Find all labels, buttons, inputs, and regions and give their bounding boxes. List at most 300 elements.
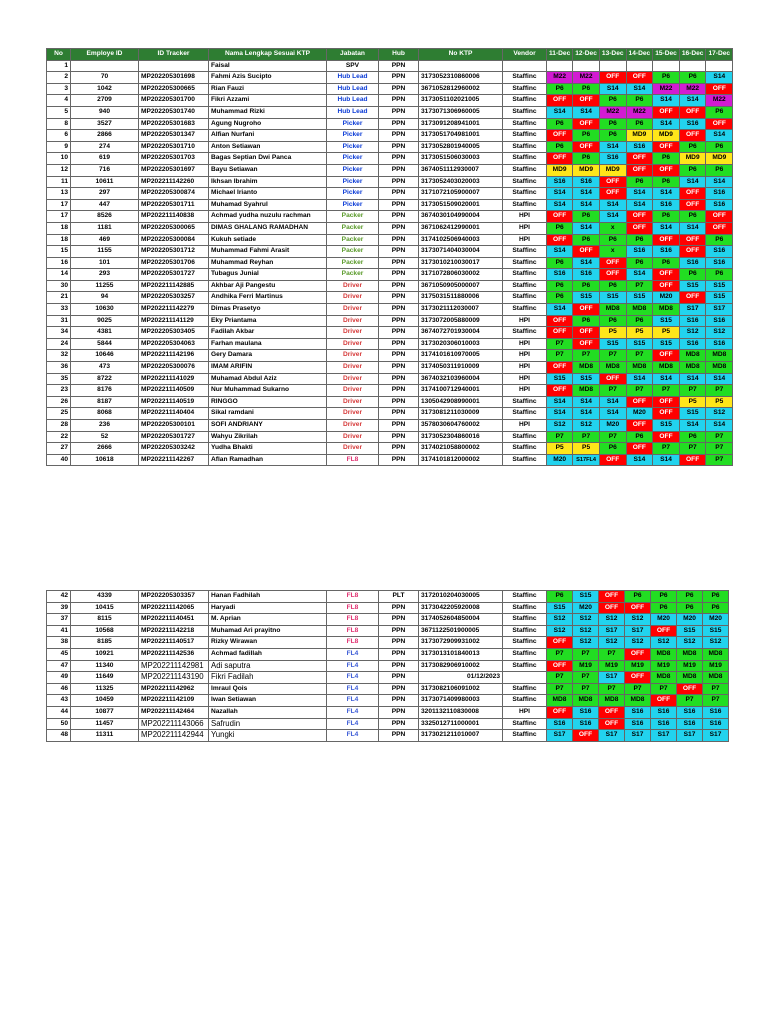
jabatan: FL8	[327, 625, 379, 637]
table-row	[47, 280, 733, 292]
shift-cell: S14	[679, 222, 706, 234]
shift-cell: S15	[653, 420, 680, 432]
table-row	[47, 718, 729, 730]
shift-cell: S14	[573, 257, 600, 269]
column-header: No KTP	[419, 49, 503, 61]
id-tracker: MP202205303405	[139, 327, 209, 339]
jabatan: FL4	[327, 730, 379, 742]
row-number: 26	[47, 396, 71, 408]
shift-cell: S16	[679, 338, 706, 350]
shift-cell: P6	[653, 257, 680, 269]
ktp-number: 3175031511880006	[419, 292, 503, 304]
employee-id: 4339	[71, 591, 139, 603]
shift-cell: OFF	[573, 118, 600, 130]
shift-cell: M22	[626, 106, 653, 118]
employee-id: 3527	[71, 118, 139, 130]
table-row	[47, 385, 733, 397]
vendor: HPI	[503, 362, 547, 374]
employee-name: Nazallah	[209, 706, 327, 718]
table-row	[47, 695, 729, 707]
shift-cell: P6	[547, 83, 573, 95]
vendor: HPI	[503, 315, 547, 327]
row-number: 8	[47, 118, 71, 130]
employee-id: 447	[71, 199, 139, 211]
header-row	[47, 49, 733, 61]
hub: PPN	[379, 130, 419, 142]
vendor: HPI	[503, 706, 547, 718]
hub: PPN	[379, 614, 419, 626]
ktp-number: 3173052310860006	[419, 72, 503, 84]
shift-cell: S14	[626, 188, 653, 200]
shift-cell: P6	[626, 118, 653, 130]
id-tracker: MP202211142279	[139, 304, 209, 316]
shift-cell: P6	[547, 292, 573, 304]
shift-cell: S14	[626, 199, 653, 211]
shift-cell: S16	[706, 315, 733, 327]
shift-cell: S15	[599, 292, 626, 304]
column-header: 14-Dec	[626, 49, 653, 61]
shift-cell: M20	[703, 614, 729, 626]
shift-cell: P6	[547, 222, 573, 234]
shift-cell: S15	[573, 292, 600, 304]
employee-name: Fikri Fadilah	[209, 672, 327, 684]
shift-cell: P5	[706, 396, 733, 408]
table-row	[47, 637, 729, 649]
ktp-number: 3671062412990001	[419, 222, 503, 234]
shift-cell: P7	[573, 683, 599, 695]
shift-cell: S14	[626, 373, 653, 385]
employee-id	[71, 60, 139, 72]
shift-cell: OFF	[573, 304, 600, 316]
shift-cell: M22	[573, 72, 600, 84]
jabatan: Hub Lead	[327, 106, 379, 118]
employee-name: Achmad yudha nuzulu rachman	[209, 211, 327, 223]
hub: PPN	[379, 257, 419, 269]
shift-cell: OFF	[653, 164, 680, 176]
ktp-number: 3171072806030002	[419, 269, 503, 281]
shift-cell: OFF	[625, 648, 651, 660]
employee-name: Alfian Nurfani	[209, 130, 327, 142]
shift-cell: S15	[653, 338, 680, 350]
row-number: 39	[47, 602, 71, 614]
shift-cell: P6	[573, 211, 600, 223]
table-row	[47, 373, 733, 385]
shift-cell: S14	[547, 199, 573, 211]
vendor: Staffinc	[503, 106, 547, 118]
shift-cell: S14	[626, 454, 653, 466]
shift-cell: S14	[679, 373, 706, 385]
shift-cell: MD8	[677, 672, 703, 684]
shift-cell: S16	[599, 153, 626, 165]
table-row	[47, 164, 733, 176]
id-tracker: MP202211142464	[139, 706, 209, 718]
employee-name: Imraul Qois	[209, 683, 327, 695]
shift-cell: P6	[599, 443, 626, 455]
shift-cell: S16	[703, 718, 729, 730]
employee-id: 10611	[71, 176, 139, 188]
employee-name: Bayu Setiawan	[209, 164, 327, 176]
column-header: Jabatan	[327, 49, 379, 61]
shift-cell: P7	[677, 695, 703, 707]
shift-cell: S16	[706, 338, 733, 350]
shift-cell: S14	[573, 396, 600, 408]
employee-name: Faisal	[209, 60, 327, 72]
shift-cell: P7	[547, 338, 573, 350]
employee-name: Iwan Setiawan	[209, 695, 327, 707]
shift-cell: P6	[599, 95, 626, 107]
id-tracker: MP202205301740	[139, 106, 209, 118]
shift-cell: P6	[547, 280, 573, 292]
ktp-number: 3171072105900007	[419, 188, 503, 200]
shift-cell: P7	[653, 443, 680, 455]
vendor: Staffinc	[503, 130, 547, 142]
table-row	[47, 199, 733, 211]
shift-cell: P6	[706, 164, 733, 176]
shift-cell: S16	[677, 706, 703, 718]
hub: PPN	[379, 362, 419, 374]
table-row	[47, 396, 733, 408]
column-header: ID Tracker	[139, 49, 209, 61]
shift-cell: OFF	[679, 234, 706, 246]
ktp-number: 3174100712940001	[419, 385, 503, 397]
shift-cell: OFF	[653, 141, 680, 153]
shift-cell: OFF	[653, 408, 680, 420]
shift-cell: MD8	[703, 672, 729, 684]
employee-name: Fadilah Akbar	[209, 327, 327, 339]
employee-name: RINGGO	[209, 396, 327, 408]
shift-cell: M22	[679, 83, 706, 95]
jabatan: Driver	[327, 315, 379, 327]
jabatan: FL4	[327, 683, 379, 695]
hub: PPN	[379, 118, 419, 130]
shift-cell: S15	[653, 315, 680, 327]
shift-cell: S14	[573, 408, 600, 420]
jabatan: Packer	[327, 246, 379, 258]
shift-cell: P6	[679, 269, 706, 281]
row-number: 34	[47, 327, 71, 339]
table-row	[47, 153, 733, 165]
hub: PPN	[379, 83, 419, 95]
employee-id: 11457	[71, 718, 139, 730]
shift-cell: S16	[706, 257, 733, 269]
hub: PPN	[379, 408, 419, 420]
shift-cell: M22	[547, 72, 573, 84]
shift-cell: P7	[703, 683, 729, 695]
shift-cell: S14	[706, 373, 733, 385]
employee-name: Akhbar Aji Pangestu	[209, 280, 327, 292]
shift-cell: S14	[706, 420, 733, 432]
hub: PPN	[379, 706, 419, 718]
shift-cell: S17	[625, 730, 651, 742]
vendor: Staffinc	[503, 683, 547, 695]
row-number: 25	[47, 408, 71, 420]
shift-cell: OFF	[679, 292, 706, 304]
vendor: Staffinc	[503, 141, 547, 153]
jabatan: Driver	[327, 420, 379, 432]
row-number: 37	[47, 614, 71, 626]
id-tracker: MP202211142196	[139, 350, 209, 362]
shift-cell: S15	[679, 280, 706, 292]
shift-cell: M20	[653, 292, 680, 304]
table-row	[47, 72, 733, 84]
employee-name: Haryadi	[209, 602, 327, 614]
id-tracker: MP202205301706	[139, 257, 209, 269]
employee-id: 274	[71, 141, 139, 153]
table-row	[47, 625, 729, 637]
row-number: 10	[47, 153, 71, 165]
id-tracker: MP202205300065	[139, 222, 209, 234]
table-row	[47, 431, 733, 443]
row-number: 24	[47, 338, 71, 350]
jabatan: FL8	[327, 602, 379, 614]
schedule-table-top	[46, 48, 733, 466]
shift-cell: S15	[703, 625, 729, 637]
column-header: Nama Lengkap Sesuai KTP	[209, 49, 327, 61]
shift-cell: P6	[706, 269, 733, 281]
table-row	[47, 706, 729, 718]
shift-cell: MD9	[706, 153, 733, 165]
ktp-number: 1305042908990001	[419, 396, 503, 408]
employee-id: 1155	[71, 246, 139, 258]
employee-name: Tubagus Junial	[209, 269, 327, 281]
id-tracker: MP202211142267	[139, 454, 209, 466]
shift-cell: S12	[573, 637, 599, 649]
jabatan: Picker	[327, 199, 379, 211]
shift-cell: MD9	[679, 153, 706, 165]
id-tracker: MP202211142885	[139, 280, 209, 292]
table-row	[47, 683, 729, 695]
hub: PPN	[379, 106, 419, 118]
shift-cell: S16	[703, 706, 729, 718]
row-number: 28	[47, 420, 71, 432]
jabatan: Driver	[327, 327, 379, 339]
ktp-number: 3173082106091002	[419, 683, 503, 695]
shift-cell: S16	[625, 718, 651, 730]
shift-cell: P6	[653, 176, 680, 188]
shift-cell: OFF	[547, 385, 573, 397]
employee-name: Agung Nugroho	[209, 118, 327, 130]
shift-cell: OFF	[547, 130, 573, 142]
shift-cell: P7	[626, 280, 653, 292]
row-number: 48	[47, 730, 71, 742]
shift-cell: P6	[706, 106, 733, 118]
shift-cell: S12	[547, 625, 573, 637]
vendor: Staffinc	[503, 304, 547, 316]
shift-cell: OFF	[573, 246, 600, 258]
shift-cell: S12	[706, 327, 733, 339]
table-row	[47, 83, 733, 95]
vendor: HPI	[503, 373, 547, 385]
table-row	[47, 60, 733, 72]
shift-cell: OFF	[651, 625, 677, 637]
shift-cell: MD8	[573, 695, 599, 707]
column-header: 11-Dec	[547, 49, 573, 61]
jabatan: Driver	[327, 431, 379, 443]
vendor: Staffinc	[503, 153, 547, 165]
shift-cell: MD8	[653, 304, 680, 316]
employee-id: 9025	[71, 315, 139, 327]
shift-cell: P7	[706, 385, 733, 397]
shift-cell: S12	[703, 637, 729, 649]
jabatan: Driver	[327, 292, 379, 304]
shift-cell: P6	[599, 130, 626, 142]
shift-cell: S16	[679, 315, 706, 327]
shift-cell: M22	[599, 106, 626, 118]
shift-cell: S14	[653, 95, 680, 107]
employee-name: DIMAS GHALANG RAMADHAN	[209, 222, 327, 234]
jabatan: Driver	[327, 350, 379, 362]
row-number: 49	[47, 672, 71, 684]
shift-cell: P6	[679, 141, 706, 153]
shift-cell	[653, 60, 680, 72]
shift-cell: P7	[547, 672, 573, 684]
id-tracker: MP202205301697	[139, 164, 209, 176]
shift-cell: P6	[573, 83, 600, 95]
employee-name: Kukuh setiade	[209, 234, 327, 246]
shift-cell: P5	[653, 327, 680, 339]
shift-cell: OFF	[679, 130, 706, 142]
id-tracker: MP202211140517	[139, 637, 209, 649]
employee-id: 10921	[71, 648, 139, 660]
row-number: 33	[47, 304, 71, 316]
employee-id: 10459	[71, 695, 139, 707]
row-number: 15	[47, 246, 71, 258]
row-number: 6	[47, 130, 71, 142]
id-tracker: MP202211140404	[139, 408, 209, 420]
shift-cell: P6	[706, 234, 733, 246]
employee-name: Michael Irianto	[209, 188, 327, 200]
row-number: 5	[47, 106, 71, 118]
shift-cell: S14	[573, 106, 600, 118]
employee-name: Safrudin	[209, 718, 327, 730]
shift-cell: P7	[703, 695, 729, 707]
hub: PPN	[379, 292, 419, 304]
id-tracker: MP202211140519	[139, 396, 209, 408]
table-row	[47, 257, 733, 269]
employee-name: Yudha Bhakti	[209, 443, 327, 455]
vendor: Staffinc	[503, 637, 547, 649]
employee-name: Hanan Fadhilah	[209, 591, 327, 603]
shift-cell: MD9	[599, 164, 626, 176]
shift-cell: OFF	[679, 188, 706, 200]
hub: PPN	[379, 269, 419, 281]
shift-cell: OFF	[626, 72, 653, 84]
row-number: 1	[47, 60, 71, 72]
shift-cell: S14	[547, 304, 573, 316]
shift-cell: OFF	[547, 234, 573, 246]
id-tracker: MP202205300874	[139, 188, 209, 200]
shift-cell: P6	[626, 315, 653, 327]
shift-cell: P7	[706, 454, 733, 466]
shift-cell: P7	[573, 431, 600, 443]
shift-cell: OFF	[679, 199, 706, 211]
shift-cell: MD9	[626, 130, 653, 142]
hub: PPN	[379, 637, 419, 649]
employee-name: Rian Fauzi	[209, 83, 327, 95]
id-tracker: MP202211142962	[139, 683, 209, 695]
shift-cell: M20	[599, 420, 626, 432]
shift-cell: S15	[573, 373, 600, 385]
shift-cell: OFF	[626, 164, 653, 176]
row-number: 16	[47, 257, 71, 269]
employee-name: Dimas Prasetyo	[209, 304, 327, 316]
id-tracker: MP202211142944	[139, 730, 209, 742]
shift-cell: M20	[626, 408, 653, 420]
shift-cell: P7	[651, 683, 677, 695]
shift-cell: OFF	[547, 315, 573, 327]
row-number: 9	[47, 141, 71, 153]
shift-cell: P6	[599, 315, 626, 327]
jabatan: Driver	[327, 408, 379, 420]
shift-cell: MD8	[573, 385, 600, 397]
ktp-number: 3173072909931002	[419, 637, 503, 649]
ktp-number: 3671050905000007	[419, 280, 503, 292]
shift-cell: P7	[599, 648, 625, 660]
table-row	[47, 591, 729, 603]
shift-cell: OFF	[625, 602, 651, 614]
hub: PPN	[379, 672, 419, 684]
row-number: 11	[47, 176, 71, 188]
hub: PPN	[379, 153, 419, 165]
shift-cell: P6	[651, 591, 677, 603]
table-row	[47, 420, 733, 432]
shift-cell: P6	[679, 211, 706, 223]
shift-cell: OFF	[679, 454, 706, 466]
ktp-number: 3173013101840013	[419, 648, 503, 660]
hub: PPN	[379, 141, 419, 153]
employee-id: 619	[71, 153, 139, 165]
employee-name: Sikal ramdani	[209, 408, 327, 420]
shift-cell: OFF	[599, 176, 626, 188]
hub: PPN	[379, 648, 419, 660]
shift-cell: P7	[626, 350, 653, 362]
employee-name: Aflan Ramadhan	[209, 454, 327, 466]
ktp-number: 3173071306960005	[419, 106, 503, 118]
ktp-number: 3325012711000001	[419, 718, 503, 730]
shift-cell: OFF	[653, 396, 680, 408]
jabatan: FL8	[327, 591, 379, 603]
hub: PPN	[379, 72, 419, 84]
table-row	[47, 176, 733, 188]
table-row	[47, 304, 733, 316]
jabatan: Hub Lead	[327, 95, 379, 107]
shift-cell: S14	[653, 454, 680, 466]
column-header: 15-Dec	[653, 49, 680, 61]
table-row	[47, 443, 733, 455]
employee-id: 8176	[71, 385, 139, 397]
id-tracker: MP202205303357	[139, 591, 209, 603]
employee-id: 2866	[71, 130, 139, 142]
vendor: Staffinc	[503, 257, 547, 269]
employee-id: 10646	[71, 350, 139, 362]
table-row	[47, 614, 729, 626]
shift-cell: OFF	[547, 637, 573, 649]
table-row	[47, 730, 729, 742]
shift-cell: MD8	[653, 362, 680, 374]
ktp-number: 3173051509020001	[419, 199, 503, 211]
employee-name: M. Aprian	[209, 614, 327, 626]
ktp-number: 3173051506030003	[419, 153, 503, 165]
jabatan: FL8	[327, 614, 379, 626]
ktp-number: 3674072701930004	[419, 327, 503, 339]
ktp-number: 3173042205920008	[419, 602, 503, 614]
shift-cell: OFF	[599, 188, 626, 200]
table-row	[47, 602, 729, 614]
ktp-number: 3173021211010007	[419, 730, 503, 742]
hub: PPN	[379, 188, 419, 200]
shift-cell: P6	[679, 431, 706, 443]
shift-cell	[573, 60, 600, 72]
